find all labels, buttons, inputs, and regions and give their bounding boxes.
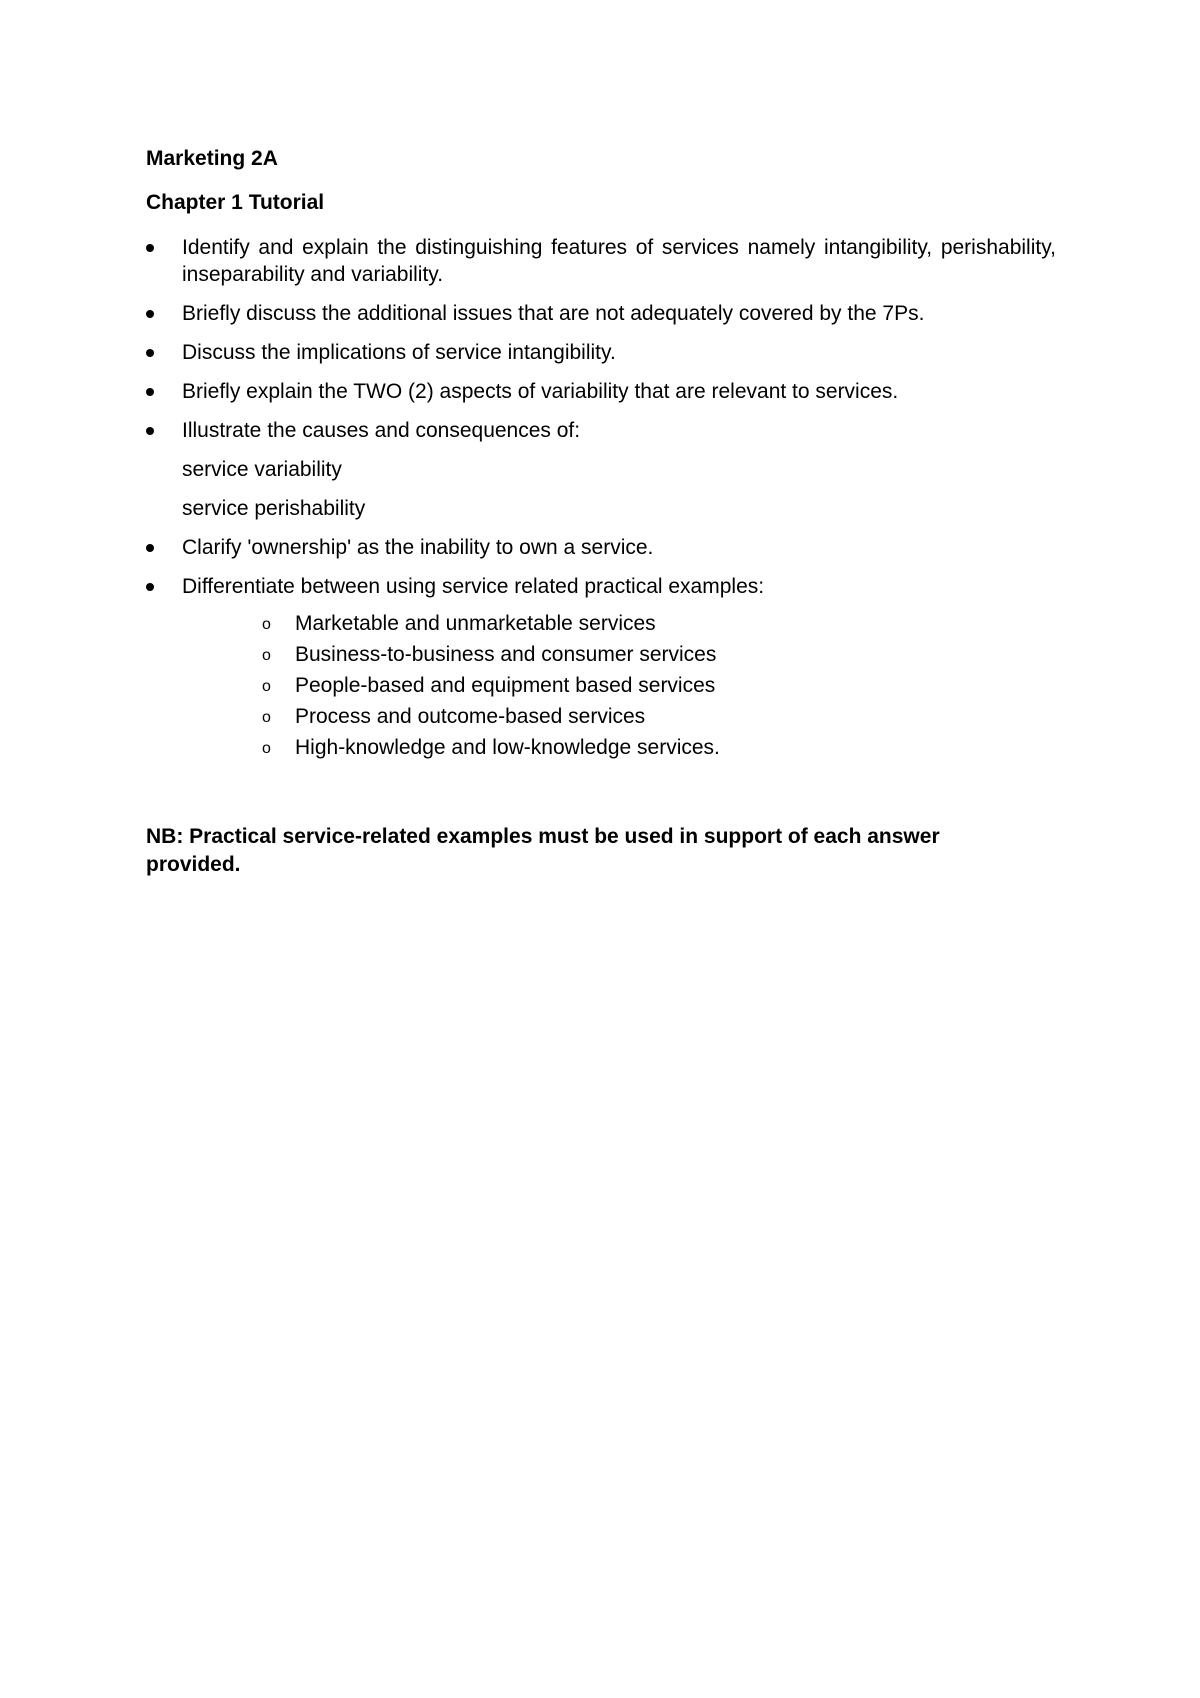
sub-item-text: High-knowledge and low-knowledge services. <box>295 736 720 759</box>
question-item <box>146 339 1056 366</box>
question-item <box>146 378 1056 405</box>
chapter-title: Chapter 1 Tutorial <box>146 191 325 214</box>
bullet-icon <box>146 583 154 591</box>
causes-sub-line: service perishability <box>182 497 366 520</box>
question-text: Briefly explain the TWO (2) aspects of variability that are relevant to services. <box>182 380 899 403</box>
circle-bullet-icon: o <box>262 616 271 633</box>
bullet-icon <box>146 388 154 396</box>
question-text: Briefly discuss the additional issues that are not adequately covered by the 7Ps. <box>182 302 925 325</box>
bullet-icon <box>146 544 154 552</box>
question-text: Clarify 'ownership' as the inability to own a service. <box>182 536 654 559</box>
sub-item <box>146 703 1056 730</box>
circle-bullet-icon: o <box>262 709 271 726</box>
tutorial-questions-list <box>146 234 1056 444</box>
sub-item-text: Process and outcome-based services <box>295 705 646 728</box>
circle-bullet-icon: o <box>262 678 271 695</box>
sub-item <box>146 734 1056 761</box>
causes-sub-line: service variability <box>182 458 342 481</box>
bullet-icon <box>146 244 154 252</box>
question-text: Differentiate between using service related practical examples: <box>182 575 765 598</box>
sub-item <box>146 672 1056 699</box>
sub-item <box>146 641 1056 668</box>
question-item <box>146 234 1056 288</box>
bullet-icon <box>146 310 154 318</box>
question-text: Illustrate the causes and consequences of: <box>182 419 581 442</box>
question-text: Identify and explain the distinguishing features of services namely intangibility, perishability, inseparability and variability. <box>182 236 1056 286</box>
sub-item-text: People-based and equipment based services <box>295 674 716 697</box>
circle-bullet-icon: o <box>262 647 271 664</box>
question-item <box>146 573 1056 600</box>
nb-note: NB: Practical service-related examples must be used in support of each answer provided. <box>146 825 940 876</box>
question-item <box>146 417 1056 444</box>
document-content <box>146 146 1056 879</box>
tutorial-questions-list-continued <box>146 534 1056 600</box>
sub-item-text: Business-to-business and consumer services <box>295 643 717 666</box>
circle-bullet-icon: o <box>262 740 271 757</box>
question-item <box>146 300 1056 327</box>
service-types-sublist <box>146 610 1056 761</box>
sub-item-text: Marketable and unmarketable services <box>295 612 656 635</box>
course-title: Marketing 2A <box>146 147 278 170</box>
bullet-icon <box>146 349 154 357</box>
bullet-icon <box>146 427 154 435</box>
sub-item <box>146 610 1056 637</box>
question-text: Discuss the implications of service intangibility. <box>182 341 616 364</box>
question-item <box>146 534 1056 561</box>
